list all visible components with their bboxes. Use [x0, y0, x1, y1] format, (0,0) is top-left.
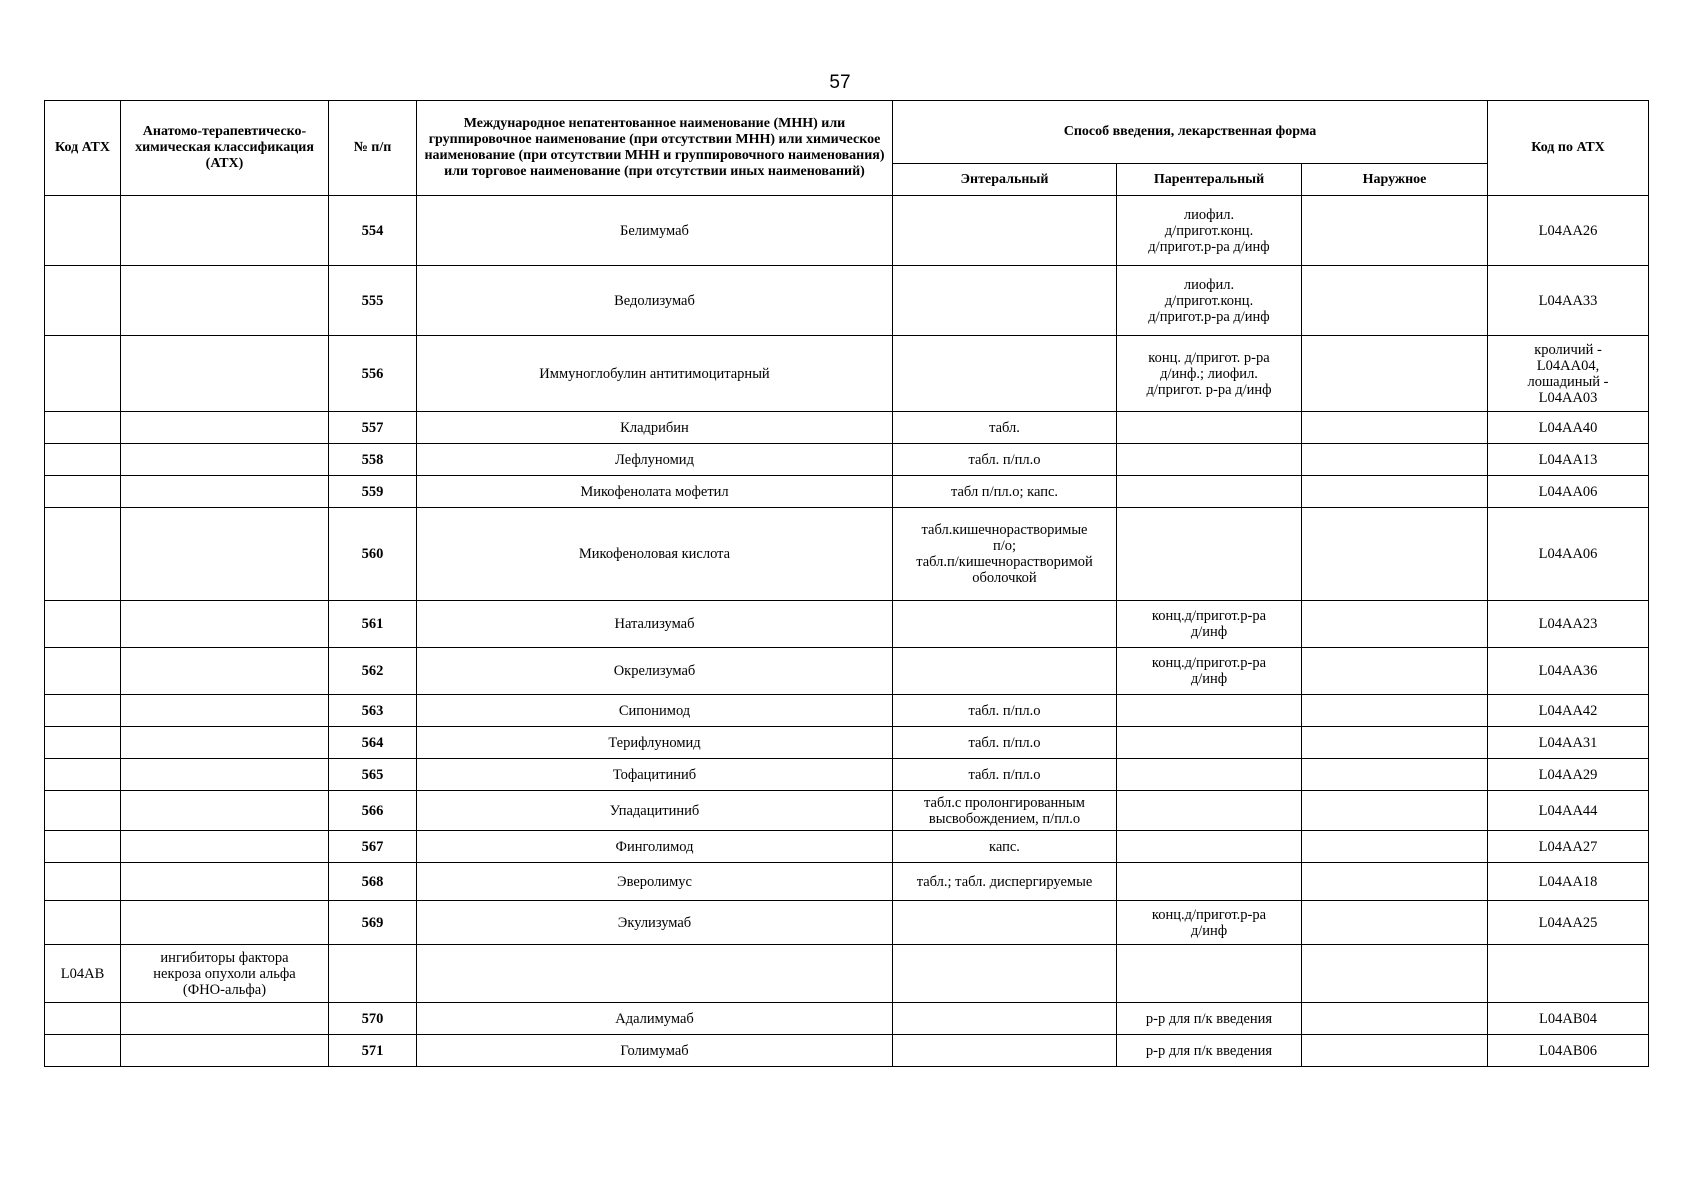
- row-atx-group-code: [45, 759, 121, 791]
- drug-table: [44, 100, 1649, 1067]
- row-number: [329, 945, 417, 1003]
- row-drug-name: Лефлуномид: [417, 444, 893, 476]
- row-classification: [121, 831, 329, 863]
- row-classification: [121, 759, 329, 791]
- row-classification: [121, 791, 329, 831]
- header-classification: Анатомо-терапевтическо-химическая классификация (АТХ): [121, 101, 329, 196]
- row-external-form: [1302, 508, 1488, 601]
- row-atx-group-code: [45, 412, 121, 444]
- row-enteral-form: [893, 945, 1117, 1003]
- table-row: [45, 901, 1649, 945]
- table-row: [45, 759, 1649, 791]
- row-number: 558: [329, 444, 417, 476]
- row-enteral-form: [893, 648, 1117, 695]
- row-atx-code: L04AA18: [1488, 863, 1649, 901]
- header-route-group: Способ введения, лекарственная форма: [893, 101, 1488, 164]
- row-parenteral-form: конц. д/пригот. р-ра д/инф.; лиофил. д/пригот. р-ра д/инф: [1117, 336, 1302, 412]
- row-enteral-form: [893, 196, 1117, 266]
- row-parenteral-form: [1117, 759, 1302, 791]
- row-number: 564: [329, 727, 417, 759]
- row-number: 568: [329, 863, 417, 901]
- row-external-form: [1302, 1003, 1488, 1035]
- table-row: [45, 508, 1649, 601]
- row-external-form: [1302, 648, 1488, 695]
- row-drug-name: Экулизумаб: [417, 901, 893, 945]
- row-classification: [121, 508, 329, 601]
- row-classification: [121, 444, 329, 476]
- row-parenteral-form: [1117, 508, 1302, 601]
- header-name: Международное непатентованное наименование (МНН) или группировочное наименование (при отсутствии МНН) или химическое наименование (при отсутствии МНН и группировочного наименования) или торговое наименование (при отсутствии иных наименований): [417, 101, 893, 196]
- row-enteral-form: [893, 266, 1117, 336]
- row-enteral-form: [893, 601, 1117, 648]
- table-row: [45, 412, 1649, 444]
- row-atx-group-code: [45, 1003, 121, 1035]
- table-row: [45, 648, 1649, 695]
- row-enteral-form: табл.; табл. диспергируемые: [893, 863, 1117, 901]
- row-parenteral-form: конц.д/пригот.р-ра д/инф: [1117, 601, 1302, 648]
- row-external-form: [1302, 601, 1488, 648]
- row-atx-code: L04AA06: [1488, 476, 1649, 508]
- row-atx-code: L04AA40: [1488, 412, 1649, 444]
- row-atx-code: L04AA13: [1488, 444, 1649, 476]
- header-parenteral: Парентеральный: [1117, 164, 1302, 196]
- row-drug-name: Голимумаб: [417, 1035, 893, 1067]
- row-external-form: [1302, 336, 1488, 412]
- row-external-form: [1302, 945, 1488, 1003]
- row-drug-name: Финголимод: [417, 831, 893, 863]
- row-enteral-form: табл.с пролонгированным высвобождением, п/пл.о: [893, 791, 1117, 831]
- row-external-form: [1302, 863, 1488, 901]
- row-drug-name: Натализумаб: [417, 601, 893, 648]
- row-parenteral-form: [1117, 831, 1302, 863]
- row-atx-group-code: [45, 1035, 121, 1067]
- row-enteral-form: [893, 901, 1117, 945]
- row-atx-code: кроличий - L04AA04, лошадиный - L04AA03: [1488, 336, 1649, 412]
- row-number: 560: [329, 508, 417, 601]
- row-classification: [121, 412, 329, 444]
- row-enteral-form: [893, 1003, 1117, 1035]
- row-enteral-form: табл. п/пл.о: [893, 759, 1117, 791]
- row-atx-code: [1488, 945, 1649, 1003]
- row-drug-name: Белимумаб: [417, 196, 893, 266]
- row-number: 571: [329, 1035, 417, 1067]
- row-drug-name: Упадацитиниб: [417, 791, 893, 831]
- row-classification: [121, 1003, 329, 1035]
- row-external-form: [1302, 444, 1488, 476]
- row-atx-group-code: [45, 444, 121, 476]
- row-classification: [121, 1035, 329, 1067]
- row-external-form: [1302, 1035, 1488, 1067]
- row-number: 556: [329, 336, 417, 412]
- header-atx-code: Код по АТХ: [1488, 101, 1649, 196]
- row-atx-code: L04AB04: [1488, 1003, 1649, 1035]
- table-row: [45, 196, 1649, 266]
- row-external-form: [1302, 196, 1488, 266]
- row-enteral-form: табл.: [893, 412, 1117, 444]
- header-enteral: Энтеральный: [893, 164, 1117, 196]
- row-classification: ингибиторы фактора некроза опухоли альфа (ФНО-альфа): [121, 945, 329, 1003]
- row-enteral-form: [893, 1035, 1117, 1067]
- row-drug-name: Адалимумаб: [417, 1003, 893, 1035]
- row-atx-code: L04AA27: [1488, 831, 1649, 863]
- table-row: [45, 863, 1649, 901]
- table-row: [45, 791, 1649, 831]
- row-parenteral-form: конц.д/пригот.р-ра д/инф: [1117, 901, 1302, 945]
- row-atx-code: L04AA23: [1488, 601, 1649, 648]
- row-enteral-form: табл. п/пл.о: [893, 695, 1117, 727]
- row-drug-name: Сипонимод: [417, 695, 893, 727]
- row-enteral-form: табл. п/пл.о: [893, 727, 1117, 759]
- row-atx-code: L04AA36: [1488, 648, 1649, 695]
- row-atx-group-code: [45, 863, 121, 901]
- row-enteral-form: капс.: [893, 831, 1117, 863]
- header-code-atx: Код АТХ: [45, 101, 121, 196]
- row-parenteral-form: [1117, 444, 1302, 476]
- row-external-form: [1302, 831, 1488, 863]
- row-drug-name: Микофеноловая кислота: [417, 508, 893, 601]
- row-number: 562: [329, 648, 417, 695]
- page-number: 57: [829, 72, 851, 93]
- row-atx-code: L04AA42: [1488, 695, 1649, 727]
- row-atx-group-code: [45, 831, 121, 863]
- row-enteral-form: табл п/пл.о; капс.: [893, 476, 1117, 508]
- row-atx-group-code: L04AB: [45, 945, 121, 1003]
- row-external-form: [1302, 791, 1488, 831]
- table-row: [45, 1003, 1649, 1035]
- table-row: [45, 336, 1649, 412]
- row-number: 555: [329, 266, 417, 336]
- row-atx-code: L04AA31: [1488, 727, 1649, 759]
- row-atx-code: L04AA26: [1488, 196, 1649, 266]
- row-atx-group-code: [45, 695, 121, 727]
- row-parenteral-form: [1117, 791, 1302, 831]
- row-parenteral-form: [1117, 412, 1302, 444]
- row-drug-name: Терифлуномид: [417, 727, 893, 759]
- row-number: 561: [329, 601, 417, 648]
- row-atx-code: L04AA25: [1488, 901, 1649, 945]
- row-drug-name: Тофацитиниб: [417, 759, 893, 791]
- row-parenteral-form: [1117, 727, 1302, 759]
- row-drug-name: [417, 945, 893, 1003]
- row-atx-group-code: [45, 266, 121, 336]
- row-parenteral-form: конц.д/пригот.р-ра д/инф: [1117, 648, 1302, 695]
- row-classification: [121, 196, 329, 266]
- row-parenteral-form: [1117, 945, 1302, 1003]
- row-number: 566: [329, 791, 417, 831]
- table-row: [45, 1035, 1649, 1067]
- table-row: [45, 476, 1649, 508]
- row-number: 567: [329, 831, 417, 863]
- row-parenteral-form: р-р для п/к введения: [1117, 1035, 1302, 1067]
- row-classification: [121, 648, 329, 695]
- table-body: [45, 196, 1649, 1067]
- row-atx-group-code: [45, 727, 121, 759]
- row-enteral-form: табл. п/пл.о: [893, 444, 1117, 476]
- row-atx-code: L04AA33: [1488, 266, 1649, 336]
- row-external-form: [1302, 476, 1488, 508]
- row-parenteral-form: лиофил. д/пригот.конц. д/пригот.р-ра д/инф: [1117, 266, 1302, 336]
- row-enteral-form: [893, 336, 1117, 412]
- table-row: [45, 266, 1649, 336]
- row-drug-name: Иммуноглобулин антитимоцитарный: [417, 336, 893, 412]
- row-atx-group-code: [45, 336, 121, 412]
- row-parenteral-form: р-р для п/к введения: [1117, 1003, 1302, 1035]
- row-classification: [121, 336, 329, 412]
- row-atx-group-code: [45, 601, 121, 648]
- row-atx-group-code: [45, 508, 121, 601]
- row-enteral-form: табл.кишечнорастворимые п/о; табл.п/кишечнорастворимой оболочкой: [893, 508, 1117, 601]
- row-drug-name: Ведолизумаб: [417, 266, 893, 336]
- row-drug-name: Кладрибин: [417, 412, 893, 444]
- table-row: [45, 444, 1649, 476]
- table-row: [45, 695, 1649, 727]
- row-number: 563: [329, 695, 417, 727]
- row-classification: [121, 695, 329, 727]
- row-atx-group-code: [45, 196, 121, 266]
- header-external: Наружное: [1302, 164, 1488, 196]
- row-atx-code: L04AA29: [1488, 759, 1649, 791]
- row-classification: [121, 476, 329, 508]
- row-number: 570: [329, 1003, 417, 1035]
- row-classification: [121, 727, 329, 759]
- row-number: 569: [329, 901, 417, 945]
- table-header: [45, 101, 1649, 196]
- row-external-form: [1302, 266, 1488, 336]
- row-drug-name: Микофенолата мофетил: [417, 476, 893, 508]
- row-classification: [121, 863, 329, 901]
- row-external-form: [1302, 727, 1488, 759]
- row-parenteral-form: лиофил. д/пригот.конц. д/пригот.р-ра д/инф: [1117, 196, 1302, 266]
- row-external-form: [1302, 695, 1488, 727]
- row-atx-code: L04AA44: [1488, 791, 1649, 831]
- row-atx-group-code: [45, 476, 121, 508]
- table-row: [45, 727, 1649, 759]
- row-number: 557: [329, 412, 417, 444]
- row-number: 559: [329, 476, 417, 508]
- row-external-form: [1302, 412, 1488, 444]
- table-row: [45, 945, 1649, 1003]
- row-number: 554: [329, 196, 417, 266]
- row-atx-group-code: [45, 901, 121, 945]
- table-row: [45, 831, 1649, 863]
- row-external-form: [1302, 901, 1488, 945]
- row-classification: [121, 901, 329, 945]
- row-drug-name: Окрелизумаб: [417, 648, 893, 695]
- row-atx-group-code: [45, 791, 121, 831]
- row-atx-code: L04AB06: [1488, 1035, 1649, 1067]
- row-number: 565: [329, 759, 417, 791]
- row-atx-group-code: [45, 648, 121, 695]
- row-drug-name: Эверолимус: [417, 863, 893, 901]
- row-classification: [121, 266, 329, 336]
- row-classification: [121, 601, 329, 648]
- row-parenteral-form: [1117, 476, 1302, 508]
- table-row: [45, 601, 1649, 648]
- row-parenteral-form: [1117, 695, 1302, 727]
- row-atx-code: L04AA06: [1488, 508, 1649, 601]
- row-parenteral-form: [1117, 863, 1302, 901]
- header-row-number: № п/п: [329, 101, 417, 196]
- row-external-form: [1302, 759, 1488, 791]
